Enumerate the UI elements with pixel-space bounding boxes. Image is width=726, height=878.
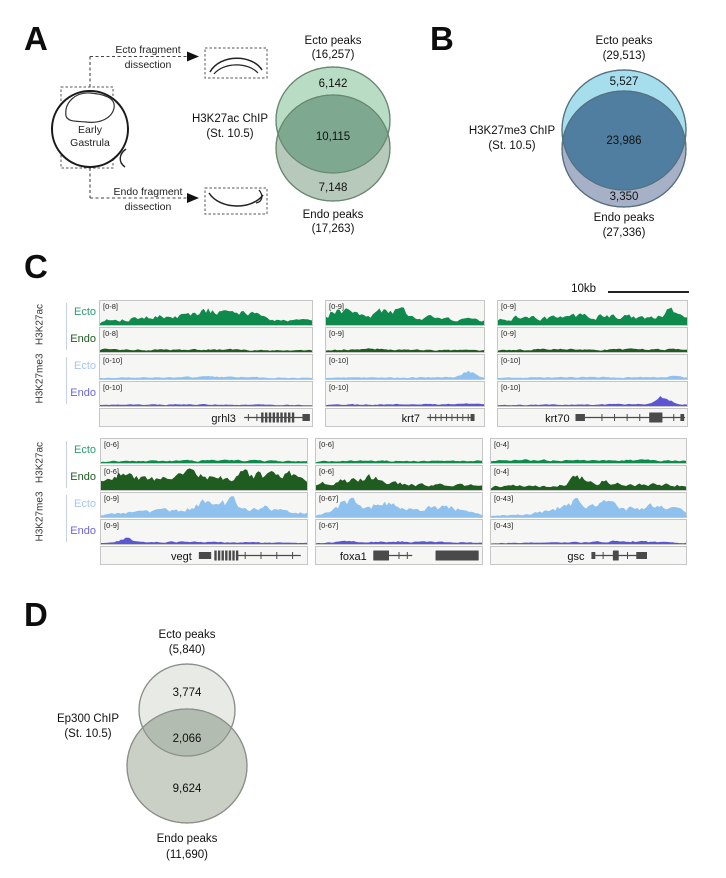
chip-track-gsc-me3Endo [490,519,687,545]
signal-area [326,371,484,379]
gene-label: gsc [567,551,585,563]
track-label-endo: Endo [70,471,96,483]
group-bracket [66,357,67,404]
gene-exon-box [680,414,684,421]
group-label-h3k27me3: H3K27me3 [34,491,46,542]
gene-exon-box [575,414,584,421]
track-range-label: [0-10] [103,383,123,392]
group-bracket [66,441,67,488]
gene-exon [222,551,224,561]
signal-area [101,468,307,490]
signal-waveform [498,301,687,325]
scalebar-line [608,291,689,293]
gene-exon [292,413,294,423]
chip-track-krt7-acEndo [325,327,485,353]
track-label-ecto: Ecto [73,444,96,456]
track-range-label: [0-10] [501,356,521,365]
signal-waveform [100,382,312,406]
track-range-label: [0-6] [319,467,335,476]
track-label-ecto: Ecto [73,498,96,510]
chip-track-vegt-me3Endo [100,519,308,545]
gene-row-krt7 [325,408,485,427]
venn-b-bottom-only: 3,350 [609,191,639,203]
signal-area [100,349,312,352]
gene-exon [269,413,271,423]
track-range-label: [0-43] [494,521,514,530]
venn-a-top-label: Ecto peaks [304,35,362,47]
group-label-h3k27ac: H3K27ac [34,441,46,484]
signal-area [326,307,484,325]
gene-exon [280,413,282,423]
chip-track-foxa1-acEndo [315,465,483,491]
gene-exon-bigbox [436,551,479,561]
chip-label-b-line1: H3K27me3 ChIP [468,125,556,137]
chip-track-foxa1-me3Endo [315,519,483,545]
chip-track-krt70-acEcto [497,300,688,326]
arrowhead-icon [187,193,199,203]
gene-model [491,547,686,564]
signal-area [491,541,686,545]
signal-waveform [100,355,312,379]
signal-area [491,498,686,517]
track-range-label: [0-9] [104,494,120,503]
signal-waveform [100,301,312,325]
venn-d-top-count: (5,840) [168,644,206,656]
gene-row-vegt [100,546,308,565]
gene-exon [265,413,267,423]
gene-exon [218,551,220,561]
track-range-label: [0-4] [494,467,510,476]
gene-model [100,409,312,426]
chip-track-krt7-me3Ecto [325,354,485,380]
track-range-label: [0-67] [319,521,339,530]
track-range-label: [0-43] [494,494,514,503]
signal-area [316,460,482,463]
signal-area [100,376,312,379]
chip-track-krt7-me3Endo [325,381,485,407]
gene-exon [232,551,234,561]
venn-b-bottom-label: Endo peaks [593,212,655,224]
signal-waveform [101,493,307,517]
track-label-endo: Endo [70,387,96,399]
venn-b-overlap-count: 23,986 [606,135,642,147]
gene-label: krt70 [545,413,570,425]
track-range-label: [0-6] [104,440,120,449]
chip-track-krt70-me3Ecto [497,354,688,380]
gene-exon-box [471,414,475,421]
chip-track-foxa1-me3Ecto [315,492,483,518]
track-range-label: [0-10] [103,356,123,365]
signal-area [100,308,312,325]
venn-d-bottom-label: Endo peaks [156,833,218,845]
venn-h3k27me3 [550,28,700,253]
signal-area [498,308,687,326]
venn-b-top-count: (29,513) [602,50,646,62]
scalebar-label: 10kb [571,283,596,295]
gene-row-gsc [490,546,687,565]
embryo-label-1: Early [78,124,102,136]
arrowhead-icon [187,52,199,62]
chip-track-vegt-acEndo [100,465,308,491]
track-range-label: [0-8] [103,302,119,311]
signal-waveform [326,328,484,352]
gene-row-grhl3 [99,408,313,427]
signal-waveform [316,493,482,517]
track-label-ecto: Ecto [73,360,96,372]
signal-waveform [498,355,687,379]
chip-track-grhl3-acEndo [99,327,313,353]
signal-waveform [491,520,686,544]
venn-b-top-only: 5,527 [609,76,639,88]
track-range-label: [0-9] [329,302,345,311]
gene-exon [214,551,216,561]
gene-label: krt7 [401,413,420,425]
venn-a-bottom-only: 7,148 [318,182,348,194]
endo-dissection-label-1: Endo fragment [113,186,183,198]
chip-track-gsc-acEcto [490,438,687,464]
gene-model [101,547,307,564]
gene-exon-box [302,414,309,421]
chip-track-krt7-acEcto [325,300,485,326]
chip-label-b-line2: (St. 10.5) [488,140,536,152]
gene-exon [276,413,278,423]
chip-track-grhl3-acEcto [99,300,313,326]
track-range-label: [0-9] [104,521,120,530]
signal-area [491,475,686,490]
chip-track-foxa1-acEcto [315,438,483,464]
signal-area [101,496,307,517]
embryo-label-2: Gastrula [70,137,110,149]
gene-exon-box [199,552,211,559]
signal-area [326,403,484,406]
gene-row-krt70 [497,408,688,427]
track-range-label: [0-9] [501,329,517,338]
endo-fragment-sketch [209,193,263,206]
chip-track-grhl3-me3Ecto [99,354,313,380]
signal-waveform [326,301,484,325]
signal-waveform [326,382,484,406]
venn-h3k27ac [260,28,410,243]
track-range-label: [0-67] [319,494,339,503]
gene-row-foxa1 [315,546,483,565]
signal-area [316,498,482,517]
chip-track-grhl3-me3Endo [99,381,313,407]
track-range-label: [0-4] [494,440,510,449]
signal-waveform [316,520,482,544]
chip-track-vegt-me3Ecto [100,492,308,518]
group-label-h3k27ac: H3K27ac [34,303,46,346]
signal-waveform [491,493,686,517]
signal-area [101,538,307,544]
group-bracket [66,495,67,542]
signal-waveform [498,328,687,352]
signal-waveform [100,328,312,352]
gene-exon [225,551,227,561]
signal-waveform [316,466,482,490]
venn-b-top-label: Ecto peaks [595,35,653,47]
gene-exon [273,413,275,423]
venn-ep300 [110,620,270,868]
signal-area [326,348,484,352]
track-range-label: [0-8] [103,329,119,338]
panel-d-letter: D [24,596,48,633]
signal-area [316,474,482,490]
venn-d-top-label: Ecto peaks [158,629,216,641]
chip-label-d-line2: (St. 10.5) [64,728,112,740]
gene-exon-bigbox [649,413,662,423]
track-range-label: [0-6] [319,440,335,449]
signal-waveform [101,466,307,490]
track-range-label: [0-10] [501,383,521,392]
venn-d-overlap-count: 2,066 [172,733,202,745]
venn-b-bottom-count: (27,336) [602,227,646,239]
chip-track-gsc-me3Ecto [490,492,687,518]
venn-d-bottom-count: (11,690) [166,849,208,861]
track-label-endo: Endo [70,525,96,537]
signal-waveform [491,466,686,490]
gene-label: vegt [171,551,192,563]
gene-label: foxa1 [339,551,367,563]
chip-label-d-line1: Ep300 ChIP [56,713,119,725]
signal-waveform [316,439,482,463]
group-bracket [66,303,67,350]
signal-waveform [101,439,307,463]
chip-track-gsc-acEndo [490,465,687,491]
panel-b-letter: B [430,20,454,57]
gene-label: grhl3 [211,413,236,425]
signal-waveform [326,355,484,379]
gene-exon-box [636,552,647,559]
ecto-fragment-sketch-inner [214,65,258,74]
venn-a-overlap-count: 10,115 [315,131,351,143]
gene-exon [284,413,286,423]
track-label-ecto: Ecto [73,306,96,318]
chip-label-a-line1: H3K27ac ChIP [191,113,269,125]
chip-track-vegt-acEcto [100,438,308,464]
signal-area [101,460,307,463]
signal-area [498,348,687,352]
ecto-dissection-label-1: Ecto fragment [115,44,181,56]
signal-waveform [101,520,307,544]
panel-a-letter: A [24,20,48,57]
signal-waveform [491,439,686,463]
venn-a-bottom-label: Endo peaks [302,209,364,221]
gene-model [316,547,482,564]
ecto-dissection-label-2: dissection [124,59,172,71]
venn-d-top-only: 3,774 [172,687,202,699]
venn-a-top-only: 6,142 [318,78,348,90]
signal-area [491,459,686,463]
signal-area [316,541,482,544]
gene-model [498,409,687,426]
track-range-label: [0-9] [329,329,345,338]
gene-exon-bigbox [613,551,619,561]
track-range-label: [0-6] [104,467,120,476]
track-range-label: [0-10] [329,383,349,392]
group-label-h3k27me3: H3K27me3 [34,353,46,404]
panel-c-letter: C [24,248,48,285]
gene-exon-bigbox [373,551,389,561]
gene-exon [261,413,263,423]
chip-track-krt70-me3Endo [497,381,688,407]
track-label-endo: Endo [70,333,96,345]
gene-exon [288,413,290,423]
gene-exon [229,551,231,561]
venn-a-top-count: (16,257) [311,49,355,61]
chip-label-a-line2: (St. 10.5) [206,128,254,140]
gene-model [326,409,484,426]
signal-area [100,404,312,406]
track-range-label: [0-9] [501,302,517,311]
signal-area [498,396,687,406]
signal-area [498,376,687,379]
gene-exon-box [591,552,595,559]
track-range-label: [0-10] [329,356,349,365]
venn-d-bottom-only: 9,624 [172,783,202,795]
chip-track-krt70-acEndo [497,327,688,353]
signal-waveform [498,382,687,406]
endo-dissection-label-2: dissection [124,201,172,213]
venn-a-bottom-count: (17,263) [311,223,355,235]
